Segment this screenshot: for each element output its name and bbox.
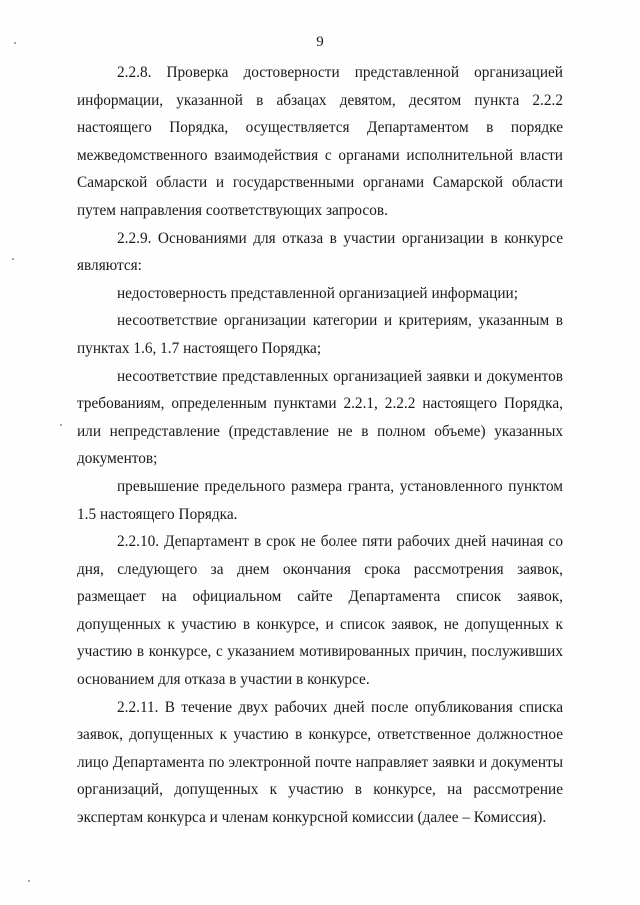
list-item-grant-exceeded: превышение предельного размера гранта, установленного пунктом 1.5 настоящего Порядка. bbox=[77, 477, 563, 523]
list-item-documents-mismatch: несоответствие представленных организацией заявки и документов требованиям, определенным пунктами 2.2.1, 2.2.2 настоящего Порядка, или непредставление (представление не в полном объеме) указанных документов; bbox=[77, 367, 563, 468]
list-item-unreliable-info: недостоверность представленной организацией информации; bbox=[117, 284, 518, 302]
paragraph-2-2-11: 2.2.11. В течение двух рабочих дней после опубликования списка заявок, допущенных к участию в конкурсе, ответственное должностное лицо Департамента по электронной почте направляет заявки и документы организаций, допущенных к участию в конкурсе, на рассмотрение экспертам конкурса и членам конкурсной комиссии (далее – Комиссия). bbox=[77, 698, 563, 827]
scan-speck bbox=[12, 258, 14, 260]
page-number: 9 bbox=[316, 34, 324, 50]
document-body bbox=[77, 59, 563, 832]
paragraph-2-2-10: 2.2.10. Департамент в срок не более пяти рабочих дней начиная со дня, следующего за днем окончания срока рассмотрения заявок, размещает на официальном сайте Департамента список заявок, допущенных к участию в конкурсе, и список заявок, не допущенных к участию в конкурсе, с указанием мотивированных причин, послуживших основанием для отказа в участии в конкурсе. bbox=[77, 533, 563, 689]
paragraph-2-2-9: 2.2.9. Основаниями для отказа в участии организации в конкурсе являются: bbox=[77, 229, 563, 275]
scan-speck bbox=[14, 42, 16, 44]
scan-speck bbox=[60, 424, 62, 426]
paragraph-2-2-8: 2.2.8. Проверка достоверности представленной организацией информации, указанной в абзацах девятом, десятом пункта 2.2.2 настоящего Порядка, осуществляется Департаментом в порядке межведомственного взаимодействия с органами исполнительной власти Самарской области и государственными органами Самарской области путем направления соответствующих запросов. bbox=[77, 64, 563, 219]
scan-speck bbox=[28, 880, 30, 882]
list-item-category-mismatch: несоответствие организации категории и критериям, указанным в пунктах 1.6, 1.7 настоящего Порядка; bbox=[77, 312, 563, 357]
